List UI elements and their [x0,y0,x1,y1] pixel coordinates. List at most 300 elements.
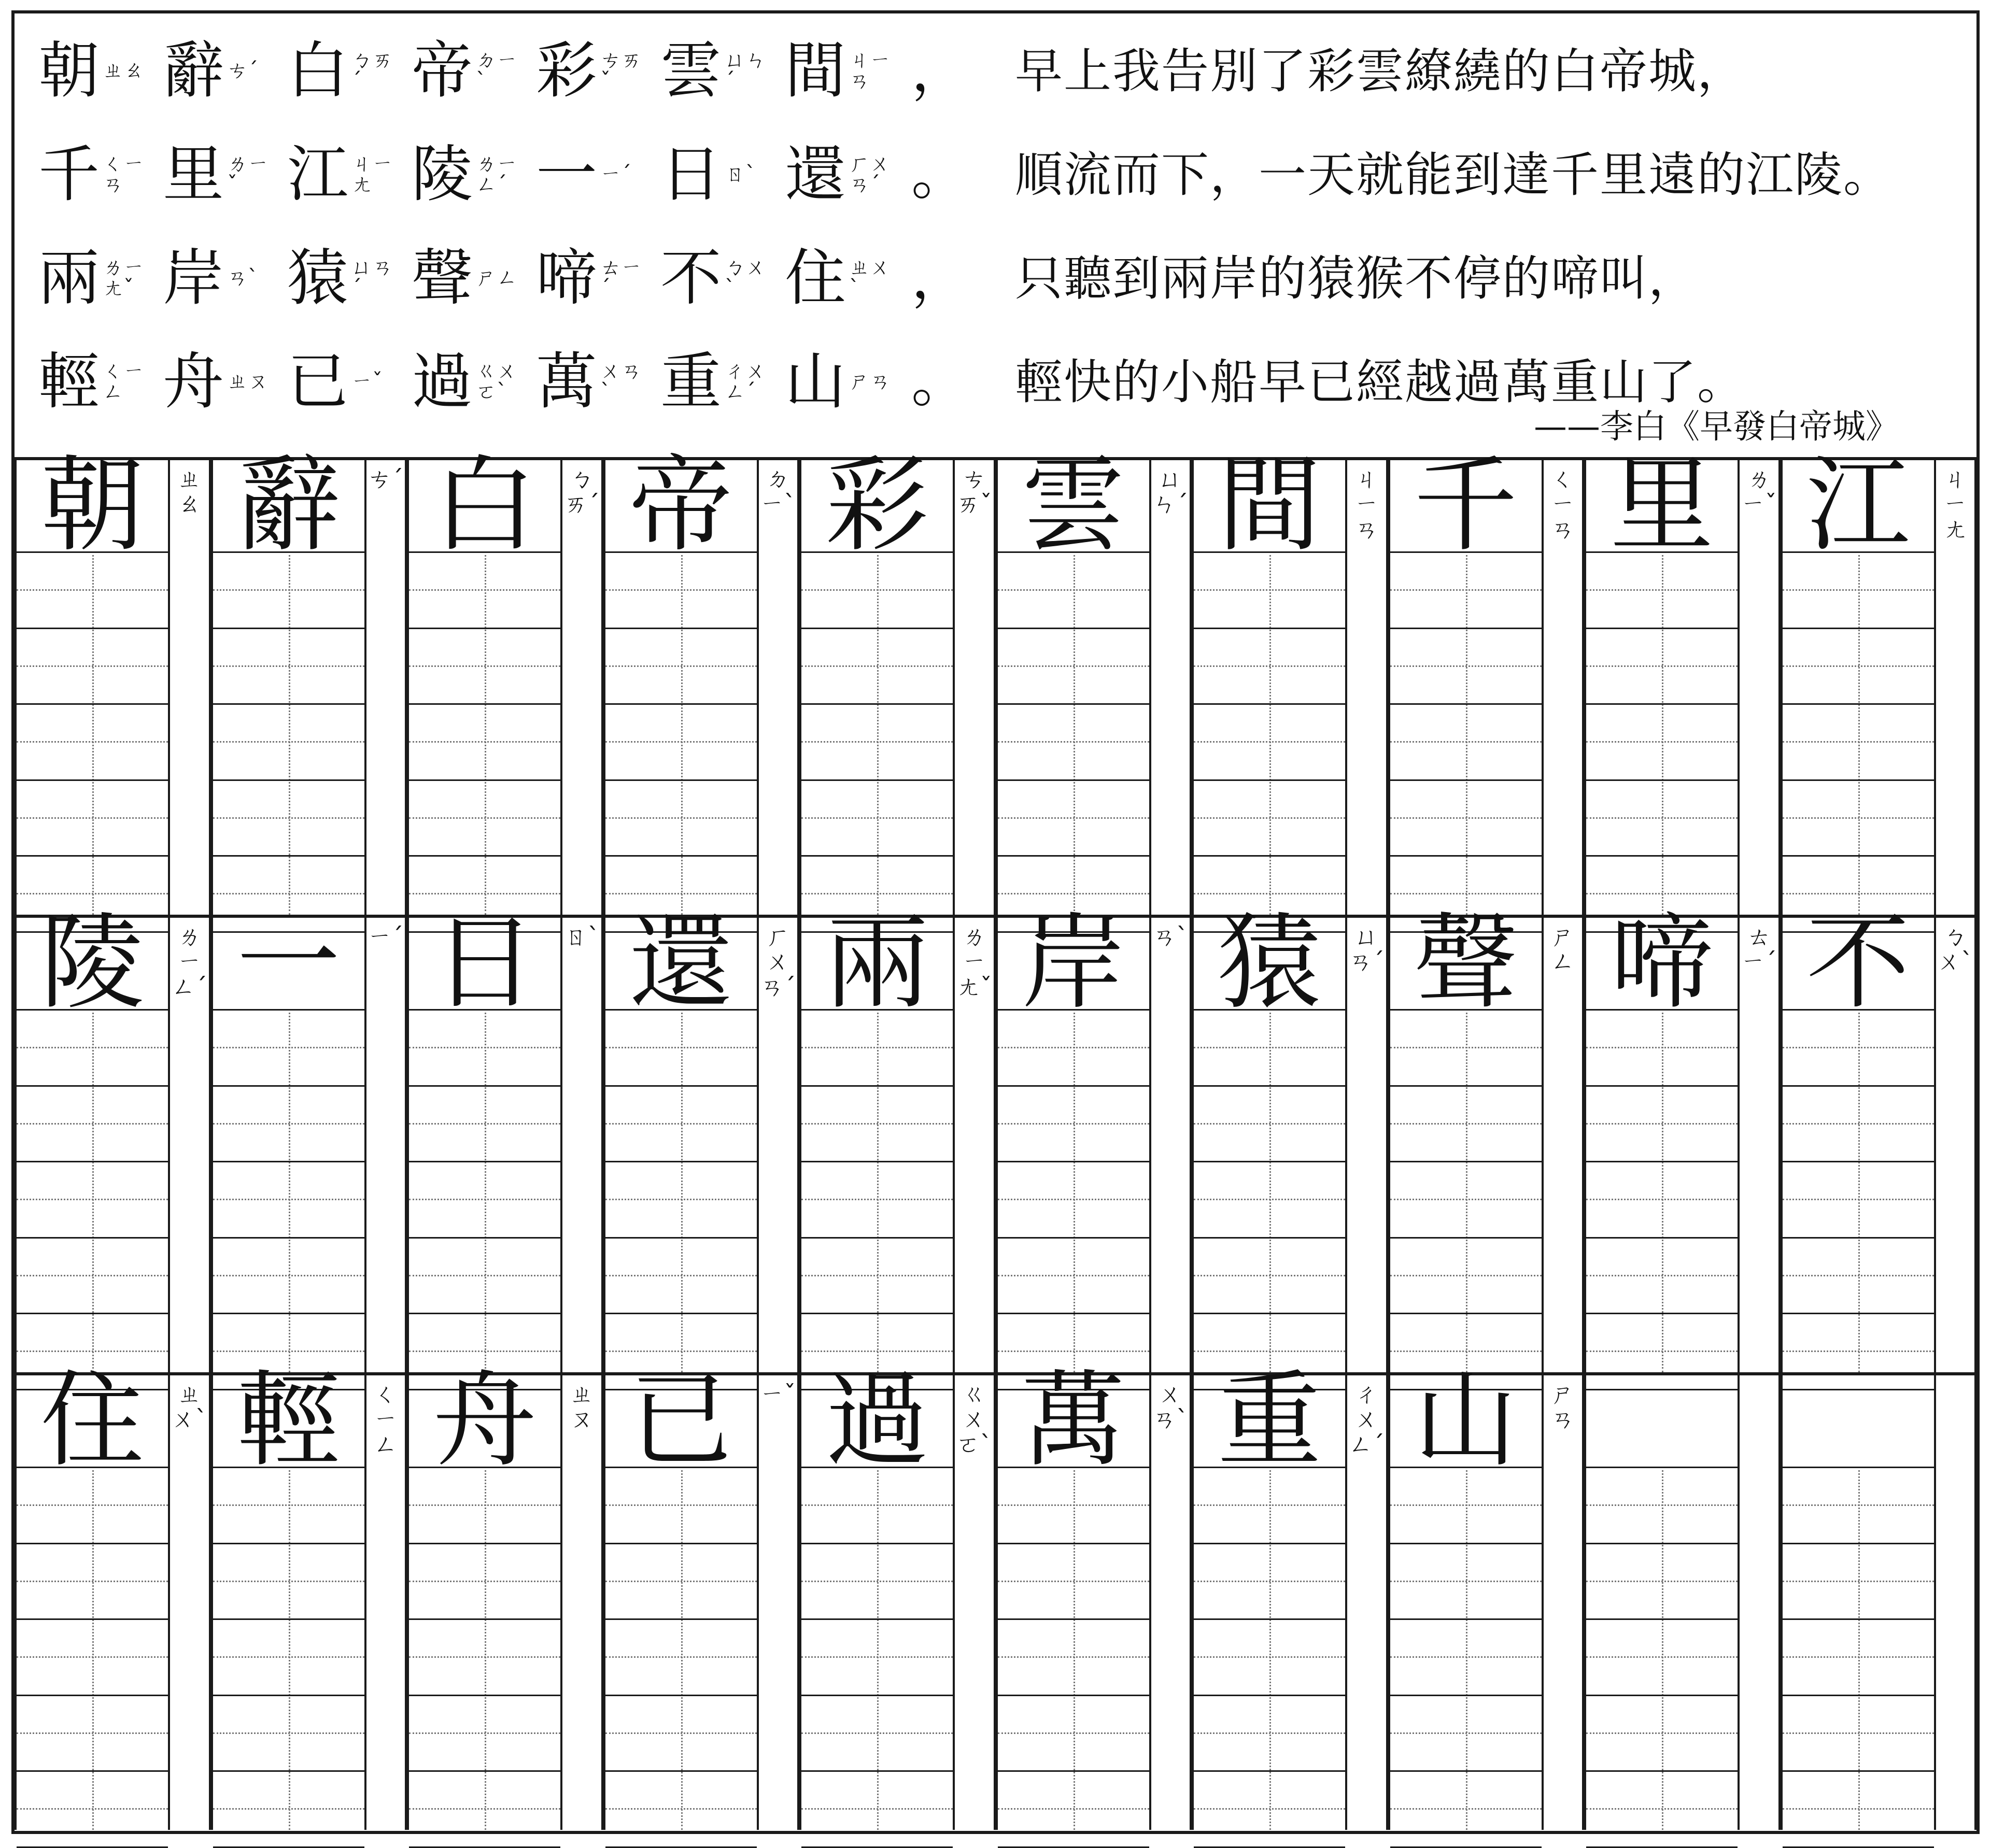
grid-line [998,1695,1149,1696]
guide-line [409,1656,560,1658]
guide-line [213,1275,364,1276]
grid-line [213,1161,364,1162]
guide-line [1586,1656,1738,1658]
poem-hanzi: 岸 [162,242,224,314]
grid-line [1783,1161,1934,1162]
guide-line [1194,1808,1345,1810]
grid-line [998,703,1149,705]
guide-line [17,817,168,819]
grid-line [605,1237,757,1239]
guide-line [998,1047,1149,1048]
guide-line [801,1275,953,1276]
guide-line [1269,1009,1271,1372]
practice-column [407,1360,562,1830]
guide-line [998,589,1149,591]
practice-column [799,903,955,1372]
guide-line [998,893,1149,894]
guide-line [605,665,757,667]
guide-line [801,1199,953,1200]
model-zhuyin: ㄖˋ [563,922,600,950]
grid-line [1783,1618,1934,1620]
guide-line [998,1504,1149,1506]
guide-line [801,1123,953,1125]
practice-column [1192,1360,1347,1830]
poem-zhuyin: ㄏㄨㄢˊ [849,152,891,196]
practice-column [1192,903,1347,1372]
guide-line [213,741,364,743]
grid-line [1586,1237,1738,1239]
practice-column [211,903,366,1372]
grid-line [213,703,364,705]
model-zhuyin: ㄉ ㄧˋ [760,465,796,518]
poem-hanzi: 輕 [38,346,100,417]
model-zhuyin: ㄩ ㄣˊ [1152,465,1189,518]
practice-column [1192,445,1347,915]
poem-zhuyin: ㄖˋ [725,162,756,186]
poem-hanzi: 還 [784,138,846,210]
zhuyin-strip [1544,457,1585,915]
model-character: 雲 [1021,445,1125,566]
practice-column [407,445,562,915]
grid-line [1783,1695,1934,1696]
guide-line [681,1009,683,1372]
guide-line [17,1047,168,1048]
guide-line [998,665,1149,667]
model-zhuyin: ㄅ ㄨˋ [1937,922,1973,976]
guide-line [1194,1199,1345,1200]
grid-line [998,1770,1149,1772]
poem-character [284,24,408,117]
guide-line [17,1351,168,1352]
grid-line [409,855,560,857]
grid-line [409,1695,560,1696]
model-zhuyin: ㄓ ㄠ [177,465,202,518]
poem-hanzi: 白 [287,35,348,106]
practice-column [1584,903,1740,1372]
guide-line [1662,551,1663,915]
guide-line [1390,893,1542,894]
poem-zhuyin: ㄧˊ [600,162,631,186]
guide-line [877,551,879,915]
guide-line [1783,893,1934,894]
guide-line [1194,1656,1345,1658]
guide-line [289,551,290,915]
guide-line [605,1047,757,1048]
guide-line [213,1047,364,1048]
guide-line [1466,551,1467,915]
guide-line [998,1275,1149,1276]
grid-line [998,1846,1149,1848]
grid-line [1586,1161,1738,1162]
guide-line [409,1581,560,1582]
zhuyin-strip [759,457,800,915]
grid-line [801,1846,953,1848]
guide-line [998,1123,1149,1125]
guide-line [1194,589,1345,591]
guide-line [801,1808,953,1810]
poem-character [160,335,284,428]
practice-column [1781,445,1936,915]
guide-line [1586,1808,1738,1810]
guide-line [17,589,168,591]
model-zhuyin: ㄐ ㄧ ㄢ [1354,465,1379,543]
grid-line [605,1085,757,1087]
grid-line [801,1695,953,1696]
guide-line [605,589,757,591]
grid-line [1390,1313,1542,1314]
guide-line [213,1504,364,1506]
grid-line [998,1161,1149,1162]
guide-line [1390,1656,1542,1658]
model-zhuyin: ㄌ ㄧ ㄥˊ [171,922,207,1001]
grid-line [605,855,757,857]
guide-line [801,1656,953,1658]
guide-line [1858,1467,1860,1830]
grid-line [17,779,168,781]
grid-line [1586,1846,1738,1848]
guide-line [605,1199,757,1200]
grid-line [1194,1695,1345,1696]
poem-character [657,24,782,117]
zhuyin-strip [1347,915,1388,1372]
grid-line [213,1237,364,1239]
practice-column [1388,1360,1544,1830]
zhuyin-strip [562,457,603,915]
guide-line [1783,665,1934,667]
poem-hanzi: 已 [287,346,348,417]
grid-line [998,1313,1149,1314]
poem-hanzi: 萬 [535,346,597,417]
grid-line [409,1313,560,1314]
grid-line [605,1618,757,1620]
grid-line [1783,1313,1934,1314]
guide-line [17,1275,168,1276]
grid-line [998,1618,1149,1620]
model-zhuyin: ㄑ ㄧ ㄢ [1550,465,1575,543]
guide-line [485,1467,486,1830]
guide-line [1390,1047,1542,1048]
guide-line [801,1581,953,1582]
guide-line [1390,1581,1542,1582]
grid-line [1586,1695,1738,1696]
model-character: 重 [1217,1360,1321,1481]
poem-character [782,335,906,428]
poem-zhuyin: ㄔㄨㄥˊ [725,359,766,404]
guide-line [801,665,953,667]
grid-line [213,1313,364,1314]
model-zhuyin: ㄓ ㄡ [570,1380,594,1433]
guide-line [17,1504,168,1506]
zhuyin-strip [562,915,603,1372]
grid-line [213,628,364,629]
model-zhuyin: ㄌ ㄧˇ [1741,465,1777,518]
poem-character [533,127,657,221]
guide-line [1194,1123,1345,1125]
grid-line [1390,779,1542,781]
poem-zhuyin: ㄊㄧˊ [600,255,642,300]
grid-line [1586,779,1738,781]
zhuyin-strip [1151,457,1192,915]
grid-line [801,1770,953,1772]
guide-line [409,1275,560,1276]
guide-line [998,1732,1149,1734]
grid-line [1586,1543,1738,1544]
poem-character [782,231,906,324]
guide-line [1662,1467,1663,1830]
guide-line [801,1732,953,1734]
guide-line [213,1808,364,1810]
grid-line [1194,1618,1345,1620]
model-character: 間 [1217,445,1321,566]
model-zhuyin: ㄅ ㄞˊ [563,465,600,518]
poem-character [284,127,408,221]
poem-hanzi: 陵 [411,138,473,210]
guide-line [1074,1467,1075,1830]
grid-line [409,1543,560,1544]
guide-line [998,1808,1149,1810]
grid-line [605,1313,757,1314]
model-zhuyin: ㄕ ㄥ [1550,922,1575,976]
guide-line [409,1732,560,1734]
model-zhuyin: ㄘˊ [368,465,404,493]
grid-line [17,1770,168,1772]
practice-column [996,903,1151,1372]
grid-line [1390,1770,1542,1772]
poem-hanzi: 間 [784,35,846,106]
model-character: 一 [236,903,341,1023]
grid-line [998,628,1149,629]
poem-character [657,231,782,324]
grid-line [409,628,560,629]
practice-column [799,1360,955,1830]
guide-line [1194,1504,1345,1506]
zhuyin-strip [1740,1372,1781,1830]
poem-hanzi: 聲 [411,242,473,314]
grid-line [213,1695,364,1696]
poem-section [15,13,1976,460]
model-character: 不 [1806,903,1910,1023]
guide-line [801,817,953,819]
grid-line [1194,1237,1345,1239]
poem-character [284,335,408,428]
guide-line [409,741,560,743]
model-character: 陵 [40,903,144,1023]
poem-hanzi: 日 [660,138,722,210]
poem-zhuyin: ㄘˊ [227,59,258,82]
guide-line [17,1732,168,1734]
poem-hanzi: 山 [784,346,846,417]
guide-line [213,893,364,894]
model-character: 聲 [1414,903,1518,1023]
guide-line [998,1581,1149,1582]
poem-character [408,24,533,117]
zhuyin-strip [1151,1372,1192,1830]
grid-line [1586,1618,1738,1620]
grid-line [801,628,953,629]
poem-hanzi: ， [911,37,968,104]
guide-line [998,741,1149,743]
grid-line [17,1846,168,1848]
guide-line [92,551,94,915]
zhuyin-strip [759,915,800,1372]
grid-line [1390,1695,1542,1696]
guide-line [213,1732,364,1734]
model-zhuyin: ㄍ ㄨ ㄛˋ [956,1380,992,1458]
guide-line [1586,1732,1738,1734]
grid-line [1783,1770,1934,1772]
grid-line [1586,1085,1738,1087]
grid-line [1390,1237,1542,1239]
grid-line [17,1543,168,1544]
poem-zhuyin: ㄕㄥ [476,266,517,290]
model-character: 彩 [825,445,929,566]
poem-hanzi: 舟 [162,346,224,417]
guide-line [409,1351,560,1352]
zhuyin-strip [1151,915,1192,1372]
guide-line [92,1009,94,1372]
poem-zhuyin: ㄘㄞˇ [600,48,642,93]
guide-line [605,1581,757,1582]
grid-line [409,1161,560,1162]
grid-line [409,1770,560,1772]
poem-zhuyin: ㄅㄨˋ [725,255,766,300]
model-character: 已 [629,1360,733,1481]
zhuyin-strip [366,457,407,915]
guide-line [17,1123,168,1125]
guide-line [1783,1732,1934,1734]
guide-line [1586,1123,1738,1125]
model-zhuyin: ㄓ ㄨˋ [171,1380,207,1433]
model-character: 兩 [825,903,929,1023]
grid-line [1586,1770,1738,1772]
poem-hanzi: 千 [38,138,100,210]
model-character: 輕 [236,1360,341,1481]
model-character: 舟 [432,1360,536,1481]
guide-line [801,893,953,894]
guide-line [801,1351,953,1352]
poem-zhuyin: ㄩㄢˊ [351,255,393,300]
grid-line [605,1695,757,1696]
practice-column [211,445,366,915]
poem-zhuyin: ㄑㄧㄢ [103,152,144,196]
guide-line [1783,1199,1934,1200]
grid-line [1586,703,1738,705]
guide-line [17,1581,168,1582]
guide-line [605,1656,757,1658]
guide-line [1390,1504,1542,1506]
guide-line [1586,1581,1738,1582]
poem-hanzi: 朝 [38,35,100,106]
guide-line [1390,589,1542,591]
guide-line [605,1808,757,1810]
grid-line [998,1543,1149,1544]
guide-line [1390,1808,1542,1810]
poem-line [35,122,1030,226]
poem-hanzi: 住 [784,242,846,314]
zhuyin-strip [1936,915,1977,1372]
guide-line [409,1808,560,1810]
poem-character [35,24,160,117]
zhuyin-strip [1544,1372,1585,1830]
poem-character [160,24,284,117]
practice-column [603,1360,759,1830]
grid-line [409,1846,560,1848]
poem-character [533,335,657,428]
grid-line [801,1313,953,1314]
guide-line [1586,1351,1738,1352]
practice-column [1781,903,1936,1372]
poem-character [408,127,533,221]
guide-line [681,1467,683,1830]
guide-line [1586,665,1738,667]
poem-zhuyin: ㄑㄧㄥ [103,359,144,404]
guide-line [605,1732,757,1734]
model-character: 住 [40,1360,144,1481]
grid-line [17,1313,168,1314]
model-character: 還 [629,903,733,1023]
guide-line [605,1504,757,1506]
grid-line [605,1770,757,1772]
guide-line [213,1351,364,1352]
grid-line [1194,1313,1345,1314]
grid-line [1783,703,1934,705]
grid-line [998,1085,1149,1087]
poem-hanzi: 。 [911,348,968,415]
guide-line [1390,1199,1542,1200]
guide-line [1390,1732,1542,1734]
guide-line [213,1581,364,1582]
guide-line [1783,1351,1934,1352]
poem-zhuyin: ㄐㄧㄤ [351,152,393,196]
guide-line [1269,551,1271,915]
grid-line [801,779,953,781]
guide-line [409,893,560,894]
guide-line [1783,1581,1934,1582]
grid-line [605,1543,757,1544]
guide-line [17,741,168,743]
guide-line [213,1199,364,1200]
zhuyin-strip [170,915,211,1372]
poem-zhuyin: ㄩㄣˊ [725,48,766,93]
poem-character [657,335,782,428]
poem-translation: 早上我告別了彩雲繚繞的白帝城， [1015,44,1746,99]
grid-line [998,855,1149,857]
grid-line [213,855,364,857]
grid-line [801,855,953,857]
grid-line [801,1237,953,1239]
guide-line [877,1009,879,1372]
poem-hanzi: 帝 [411,35,473,106]
guide-line [1194,1047,1345,1048]
model-character: 白 [432,445,536,566]
poem-character [160,231,284,324]
grid-line [605,703,757,705]
guide-line [681,551,683,915]
guide-line [605,893,757,894]
zhuyin-strip [1347,457,1388,915]
guide-line [485,551,486,915]
guide-line [1466,1009,1467,1372]
grid-line [409,1618,560,1620]
grid-line [605,779,757,781]
guide-line [1783,1504,1934,1506]
poem-hanzi: 雲 [660,35,722,106]
model-character: 帝 [629,445,733,566]
poem-zhuyin: ㄨㄢˋ [600,359,642,404]
zhuyin-strip [366,915,407,1372]
grid-line [1390,1618,1542,1620]
guide-line [1586,741,1738,743]
